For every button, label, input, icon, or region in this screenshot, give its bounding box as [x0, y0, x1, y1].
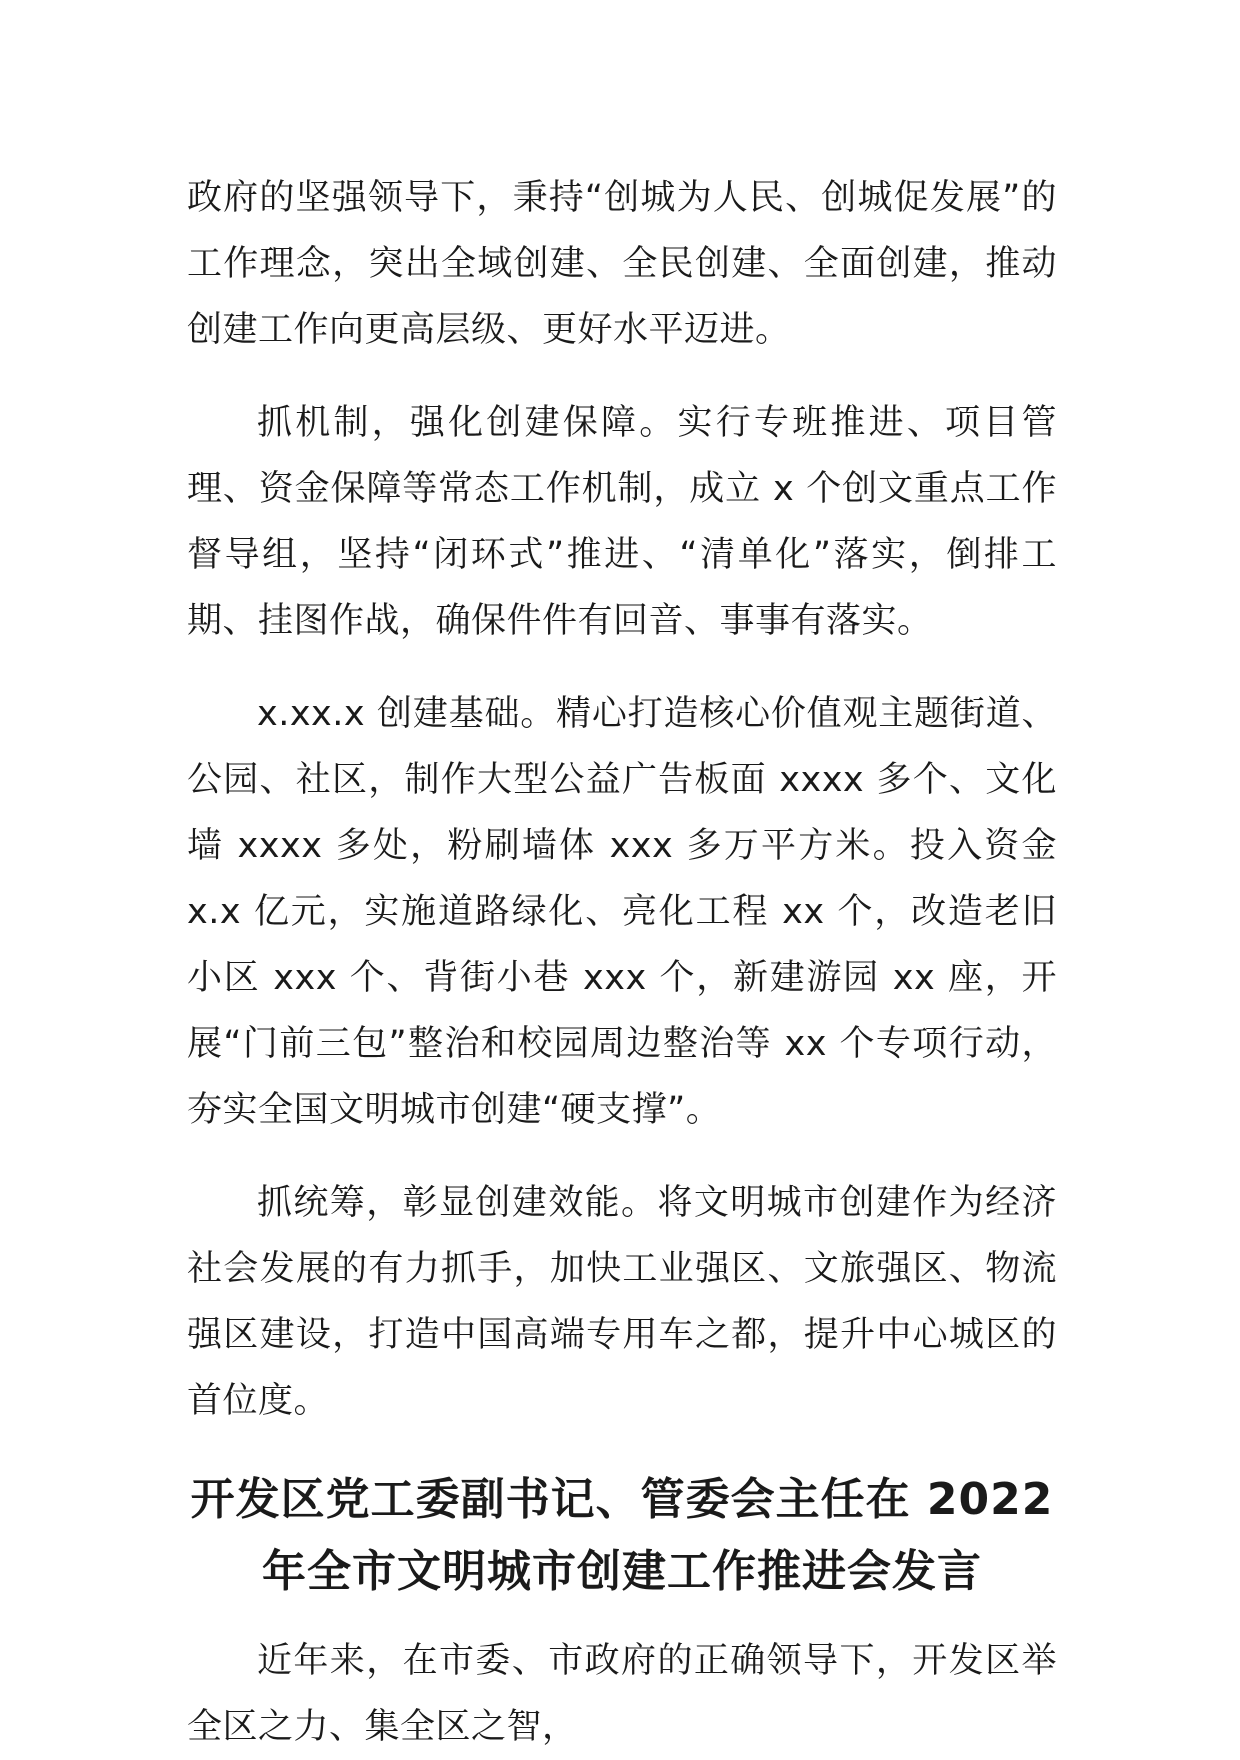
paragraph-intro: 近年来，在市委、市政府的正确领导下，开发区举全区之力、集全区之智，	[187, 1641, 1057, 1747]
document-body	[187, 165, 1057, 1760]
paragraph-coordination: 抓统筹，彰显创建效能。将文明城市创建作为经济社会发展的有力抓手，加快工业强区、文旅强区、物流强区建设，打造中国高端专用车之都，提升中心城区的首位度。	[187, 1183, 1057, 1421]
paragraph-mechanism: 抓机制，强化创建保障。实行专班推进、项目管理、资金保障等常态工作机制，成立 x 个创文重点工作督导组，坚持“闭环式”推进、“清单化”落实，倒排工期、挂图作战，确保件件有回音、事事有落实。	[187, 403, 1057, 641]
paragraph-continued: 政府的坚强领导下，秉持“创城为人民、创城促发展”的工作理念，突出全域创建、全民创建、全面创建，推动创建工作向更高层级、更好水平迈进。	[187, 178, 1057, 350]
paragraph-foundation: x.xx.x 创建基础。精心打造核心价值观主题街道、公园、社区，制作大型公益广告板面 xxxx 多个、文化墙 xxxx 多处，粉刷墙体 xxx 多万平方米。投入资金 x.x 亿元，实施道路绿化、亮化工程 xx 个，改造老旧小区 xxx 个、背街小巷 xxx 个，新建游园 xx 座，开展“门前三包”整治和校园周边整治等 xx 个专项行动，夯实全国文明城市创建“硬支撑”。	[187, 694, 1057, 1130]
section-heading: 开发区党工委副书记、管委会主任在 2022 年全市文明城市创建工作推进会发言	[190, 1474, 1054, 1597]
